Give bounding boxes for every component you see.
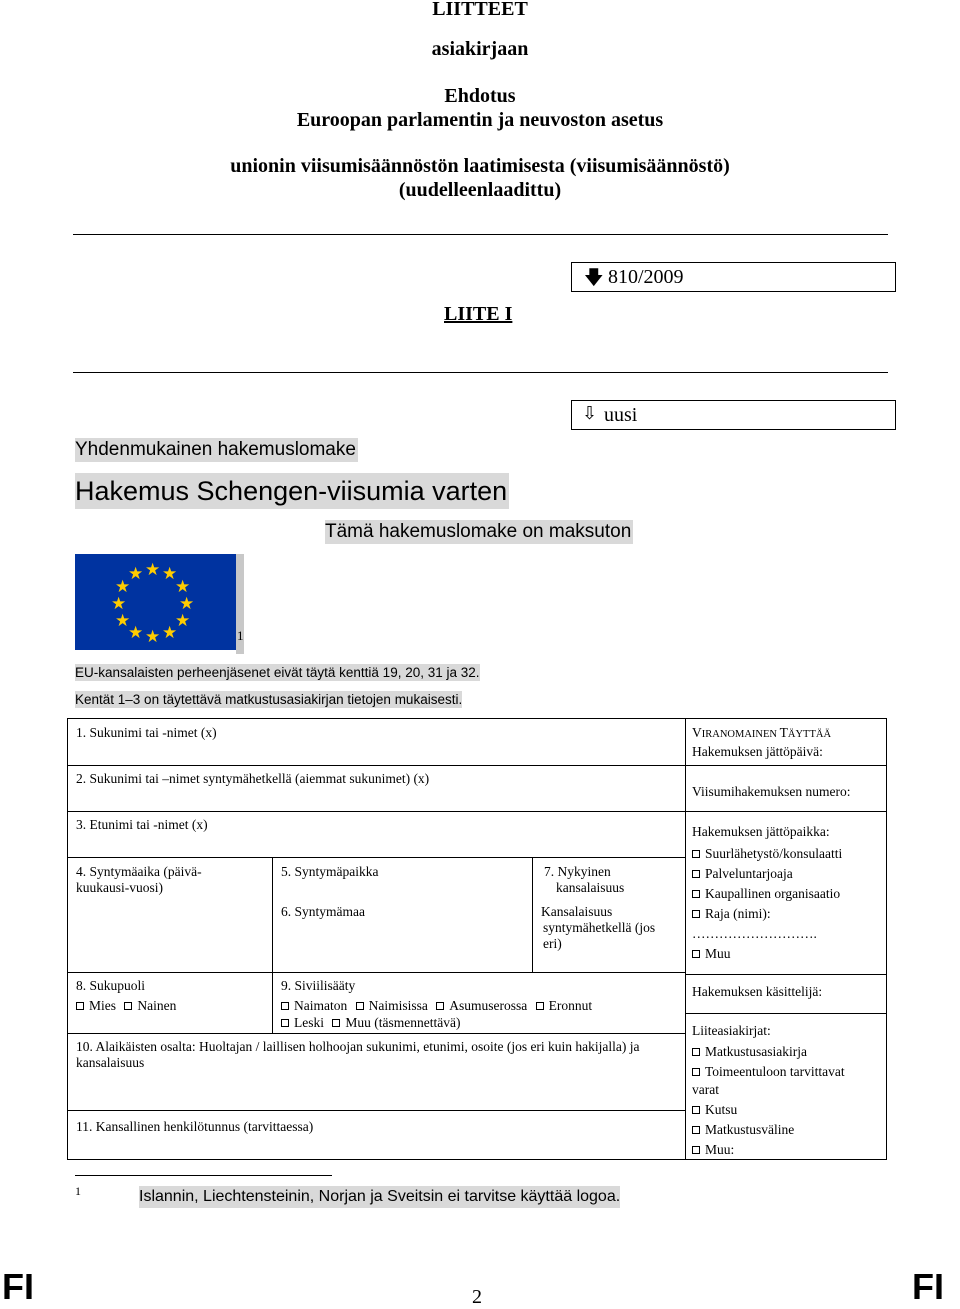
label-service-provider: Palveluntarjoaja [705, 866, 793, 881]
checkbox-divorced[interactable] [536, 1002, 544, 1010]
row-divider [685, 811, 887, 812]
label-transport: Matkustusväline [705, 1122, 795, 1137]
language-code-right: FI [912, 1266, 944, 1307]
application-number-label: Viisumihakemuksen numero: [692, 784, 851, 799]
field-place-of-birth[interactable]: 5. Syntymäpaikka [281, 864, 379, 879]
title-cap: V [692, 725, 702, 740]
family-members-note: EU-kansalaisten perheenjäsenet eivät täytä kenttiä 19, 20, 31 ja 32. [75, 665, 480, 680]
field-surname[interactable]: 1. Sukunimi tai -nimet (x) [76, 725, 217, 740]
side-column-divider [685, 718, 686, 1160]
row-divider [67, 857, 685, 858]
row-divider [685, 974, 887, 975]
col-divider [272, 972, 273, 1033]
field-first-names[interactable]: 3. Etunimi tai -nimet (x) [76, 817, 208, 832]
field-nationality[interactable] [541, 864, 681, 952]
label-other-status: Muu (täsmennettävä) [345, 1015, 461, 1030]
checkbox-separated[interactable] [436, 1002, 444, 1010]
checkbox-invitation[interactable] [692, 1106, 700, 1114]
label-embassy: Suurlähetystö/konsulaatti [705, 846, 843, 861]
row-divider [67, 972, 685, 973]
attachments-options [692, 1043, 882, 1159]
field-country-of-birth[interactable]: 6. Syntymämaa [281, 904, 365, 919]
field-national-id[interactable]: 11. Kansallinen henkilötunnus (tarvittaessa) [76, 1119, 314, 1134]
document-subtitle: asiakirjaan [431, 38, 529, 60]
checkbox-other-place[interactable] [692, 950, 700, 958]
star-icon: ★ [145, 560, 161, 580]
star-icon: ★ [175, 577, 191, 597]
annex-number: LIITE I [444, 303, 513, 325]
col-divider [532, 857, 533, 972]
label-male: Mies [89, 998, 116, 1013]
reference-number: 810/2009 [608, 266, 684, 288]
annex-title: LIITTEET [432, 0, 528, 20]
flag-footnote-mark: 1 [237, 628, 244, 643]
form-heading-schengen: Hakemus Schengen-viisumia varten [75, 473, 509, 509]
checkbox-commercial[interactable] [692, 890, 700, 898]
arrow-down-outline-icon: ⇩ [582, 403, 598, 424]
label-separated: Asumuserossa [449, 998, 528, 1013]
civil-status-options-row1 [281, 998, 592, 1014]
star-icon: ★ [175, 611, 191, 631]
label-means-of-subsistence-cont: varat [692, 1082, 719, 1097]
title-cap: T [779, 725, 788, 740]
label-widowed: Leski [294, 1015, 324, 1030]
reference-box [571, 262, 896, 292]
eu-flag-icon [75, 554, 236, 650]
row-divider [67, 811, 685, 812]
checkbox-married[interactable] [356, 1002, 364, 1010]
checkbox-single[interactable] [281, 1002, 289, 1010]
submission-place-options [692, 844, 842, 964]
checkbox-border[interactable] [692, 910, 700, 918]
middle-rule [73, 372, 888, 373]
recast-label: (uudelleenlaadittu) [398, 179, 562, 201]
star-icon: ★ [128, 564, 144, 584]
label-means-of-subsistence: Toimeentuloon tarvittavat [705, 1064, 845, 1079]
new-marker-box [571, 400, 896, 430]
label-single: Naimaton [294, 998, 348, 1013]
field-date-of-birth-format: kuukausi-vuosi) [76, 880, 163, 895]
proposal-label: Ehdotus [444, 85, 516, 107]
regulation-subject: unionin viisumisäännöstön laatimisesta (viisumisäännöstö) [230, 155, 730, 177]
footnote-mark: 1 [75, 1184, 81, 1198]
civil-status-options-row2 [281, 1015, 460, 1031]
field-civil-status: 9. Siviilisääty [281, 978, 356, 993]
label-travel-document: Matkustusasiakirja [705, 1044, 807, 1059]
regulation-title: Euroopan parlamentin ja neuvoston asetus [296, 109, 664, 131]
star-icon: ★ [115, 577, 131, 597]
row-divider [685, 765, 887, 766]
attachments-label: Liiteasiakirjat: [692, 1023, 771, 1038]
field-nationality-at-birth: Kansalaisuus [541, 904, 613, 919]
free-of-charge-label: Tämä hakemuslomake on maksuton [325, 521, 632, 542]
sex-options [76, 998, 176, 1014]
field-nationality-at-birth-cont2: eri) [543, 936, 562, 951]
checkbox-other-attachment[interactable] [692, 1146, 700, 1154]
star-icon: ★ [128, 623, 144, 643]
checkbox-male[interactable] [76, 1002, 84, 1010]
travel-document-note: Kentät 1–3 on täytettävä matkustusasiakirjan tietojen mukaisesti. [75, 692, 463, 707]
checkbox-travel-document[interactable] [692, 1048, 700, 1056]
row-divider [67, 765, 685, 766]
field-surname-at-birth[interactable]: 2. Sukunimi tai –nimet syntymähetkellä (aiemmat sukunimet) (x) [76, 771, 430, 786]
checkbox-female[interactable] [124, 1002, 132, 1010]
checkbox-other-status[interactable] [332, 1019, 340, 1027]
title-rest: ÄYTTÄÄ [787, 729, 832, 740]
official-use-title [692, 725, 831, 743]
star-icon: ★ [111, 594, 127, 614]
row-divider [67, 1110, 685, 1111]
submission-date-label: Hakemuksen jättöpäivä: [692, 744, 823, 759]
footnote-rule [75, 1175, 332, 1176]
field-current-nationality-cont: kansalaisuus [556, 880, 625, 895]
field-sex: 8. Sukupuoli [76, 978, 146, 993]
new-label: uusi [604, 404, 638, 426]
field-date-of-birth-label: 4. Syntymäaika (päivä- [76, 864, 202, 879]
label-divorced: Eronnut [548, 998, 593, 1013]
label-other-attachment: Muu: [705, 1142, 735, 1157]
label-invitation: Kutsu [705, 1102, 738, 1117]
field-guardian[interactable]: 10. Alaikäisten osalta: Huoltajan / laillisen holhoojan sukunimi, etunimi, osoite (jos eri kuin hakijalla) ja kansalaisuus [76, 1039, 640, 1070]
star-icon: ★ [162, 623, 178, 643]
row-divider [685, 1013, 887, 1014]
submission-place-label: Hakemuksen jättöpaikka: [692, 824, 830, 839]
field-date-of-birth[interactable] [76, 864, 202, 896]
checkbox-embassy[interactable] [692, 850, 700, 858]
form-heading-uniform: Yhdenmukainen hakemuslomake [75, 439, 356, 460]
star-icon: ★ [179, 594, 195, 614]
language-code-left: FI [2, 1266, 34, 1307]
star-icon: ★ [145, 627, 161, 647]
footnote-text: Islannin, Liechtensteinin, Norjan ja Sveitsin ei tarvitse käyttää logoa. [139, 1186, 620, 1208]
checkbox-transport[interactable] [692, 1126, 700, 1134]
star-icon: ★ [162, 564, 178, 584]
col-divider [272, 857, 273, 972]
field-current-nationality: 7. Nykyinen [544, 864, 611, 879]
checkbox-service-provider[interactable] [692, 870, 700, 878]
page-number: 2 [472, 1286, 482, 1308]
checkbox-widowed[interactable] [281, 1019, 289, 1027]
row-divider [67, 1033, 685, 1034]
arrow-down-double-icon: 🡇 [584, 267, 604, 289]
label-other-place: Muu [705, 946, 731, 961]
field-nationality-at-birth-cont: syntymähetkellä (jos [543, 920, 656, 935]
top-rule [73, 234, 888, 235]
title-rest: IRANOMAINEN [701, 729, 780, 740]
label-female: Nainen [137, 998, 177, 1013]
star-icon: ★ [115, 611, 131, 631]
handler-label: Hakemuksen käsittelijä: [692, 984, 823, 999]
checkbox-means-of-subsistence[interactable] [692, 1068, 700, 1076]
border-name-blank: ………………………. [692, 926, 817, 941]
label-border: Raja (nimi): [705, 906, 771, 921]
label-commercial: Kaupallinen organisaatio [705, 886, 841, 901]
label-married: Naimisissa [368, 998, 428, 1013]
